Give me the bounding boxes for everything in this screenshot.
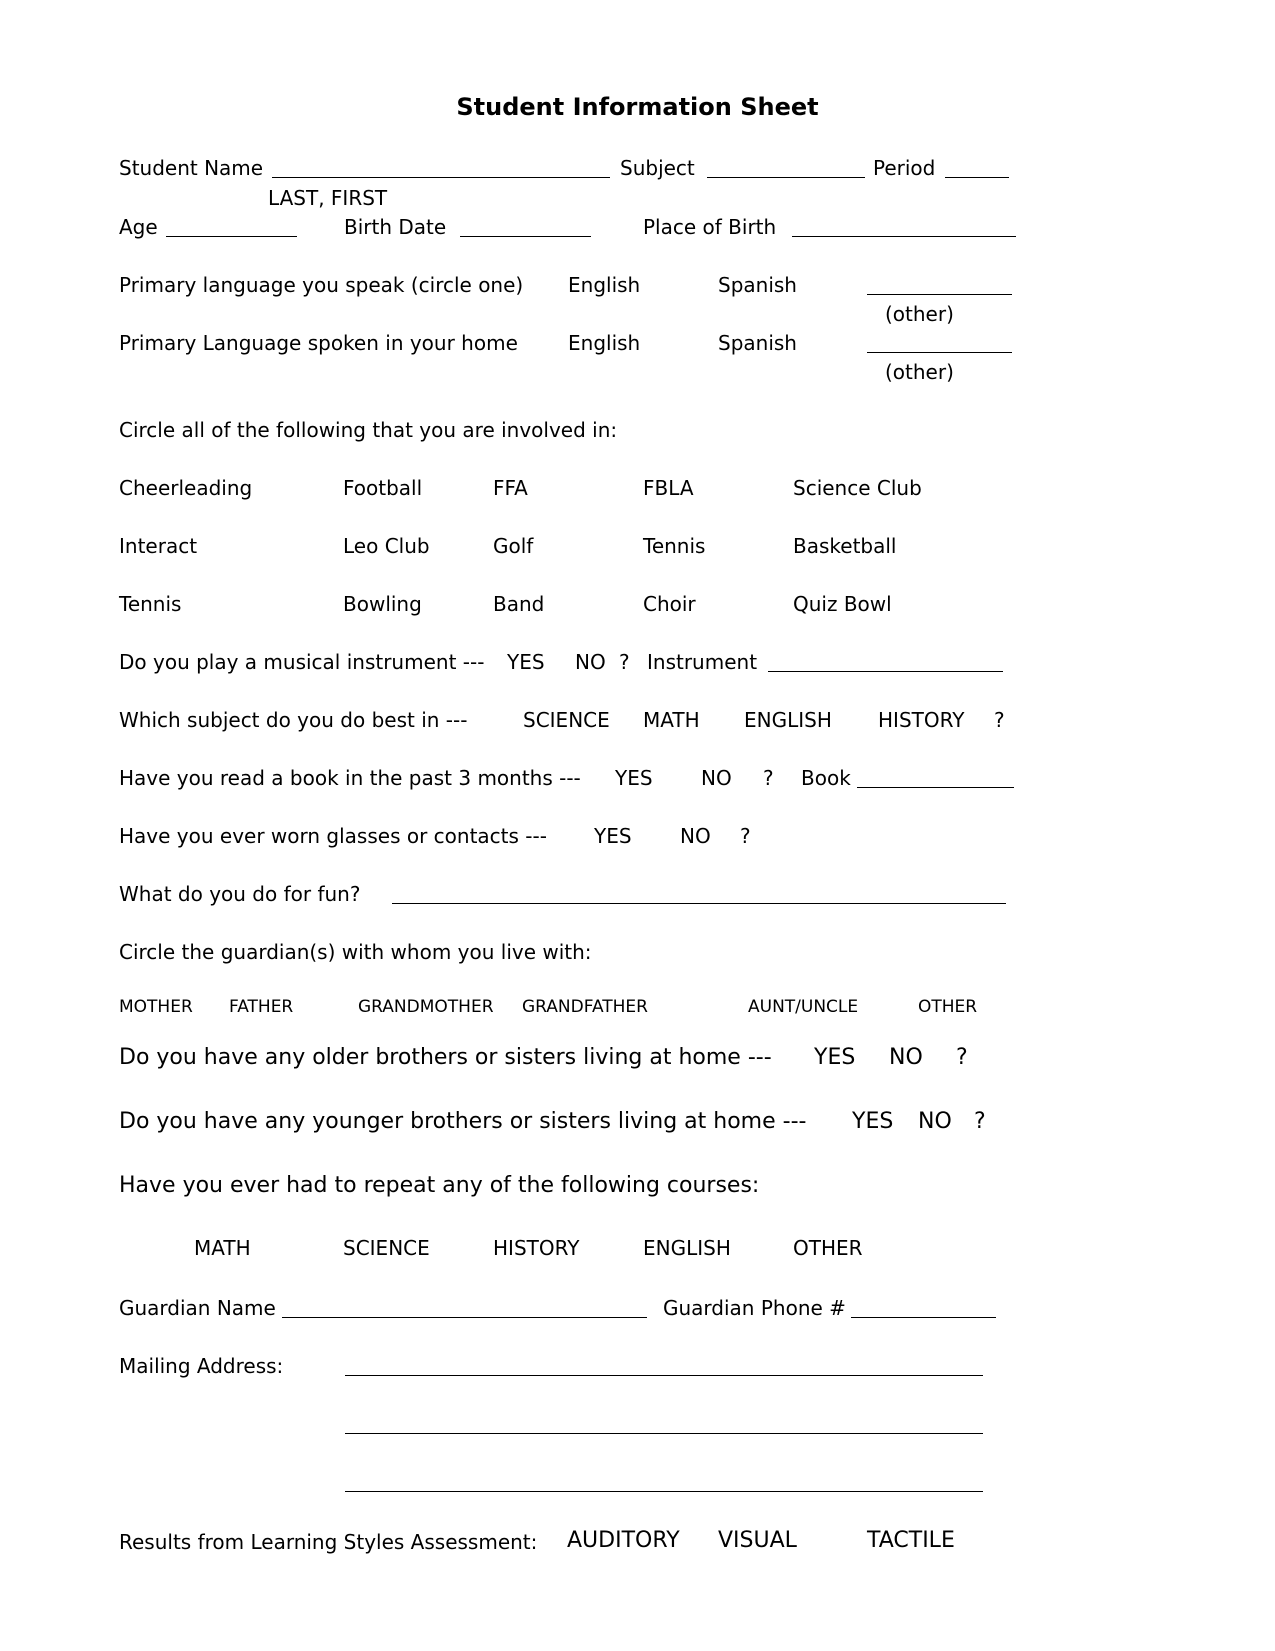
guardian-option[interactable]: FATHER bbox=[229, 997, 294, 1017]
subject-blank[interactable] bbox=[707, 177, 865, 178]
lang-home-english[interactable]: English bbox=[568, 331, 641, 355]
birth-date-blank[interactable] bbox=[460, 236, 591, 237]
guardian-name-blank[interactable] bbox=[282, 1317, 647, 1318]
older-siblings-yes[interactable]: YES bbox=[814, 1045, 856, 1070]
fun-question: What do you do for fun? bbox=[119, 882, 361, 906]
activity-option[interactable]: Band bbox=[493, 592, 545, 616]
lang-home-other-label: (other) bbox=[885, 360, 954, 384]
instrument-no[interactable]: NO bbox=[575, 650, 606, 674]
younger-siblings-no[interactable]: NO bbox=[918, 1109, 952, 1134]
learning-style-option[interactable]: AUDITORY bbox=[567, 1528, 680, 1553]
book-blank[interactable] bbox=[857, 787, 1014, 788]
book-question: Have you read a book in the past 3 months --- bbox=[119, 766, 581, 790]
student-name-label: Student Name bbox=[119, 156, 264, 180]
repeat-course-option[interactable]: MATH bbox=[194, 1236, 251, 1260]
repeat-courses-question: Have you ever had to repeat any of the following courses: bbox=[119, 1173, 760, 1198]
period-blank[interactable] bbox=[945, 177, 1009, 178]
older-siblings-no[interactable]: NO bbox=[889, 1045, 923, 1070]
mailing-address-line-1[interactable] bbox=[345, 1375, 983, 1376]
instrument-label: Instrument bbox=[647, 650, 758, 674]
subject-label: Subject bbox=[620, 156, 695, 180]
activity-option[interactable]: Tennis bbox=[643, 534, 706, 558]
activity-option[interactable]: Bowling bbox=[343, 592, 422, 616]
younger-siblings-question: Do you have any younger brothers or sisters living at home --- bbox=[119, 1109, 807, 1134]
guardian-phone-label: Guardian Phone # bbox=[663, 1296, 846, 1320]
guardians-prompt: Circle the guardian(s) with whom you live with: bbox=[119, 940, 592, 964]
best-subject-unsure[interactable]: ? bbox=[994, 708, 1005, 732]
repeat-course-option[interactable]: SCIENCE bbox=[343, 1236, 430, 1260]
book-label: Book bbox=[801, 766, 851, 790]
book-unsure[interactable]: ? bbox=[763, 766, 774, 790]
repeat-course-option[interactable]: ENGLISH bbox=[643, 1236, 731, 1260]
mailing-address-line-3[interactable] bbox=[345, 1491, 983, 1492]
activity-option[interactable]: Science Club bbox=[793, 476, 922, 500]
instrument-blank[interactable] bbox=[768, 671, 1003, 672]
book-yes[interactable]: YES bbox=[615, 766, 653, 790]
activity-option[interactable]: Golf bbox=[493, 534, 534, 558]
primary-language-home-label: Primary Language spoken in your home bbox=[119, 331, 518, 355]
learning-style-option[interactable]: TACTILE bbox=[867, 1528, 955, 1553]
older-siblings-unsure[interactable]: ? bbox=[956, 1045, 968, 1070]
fun-blank[interactable] bbox=[392, 903, 1006, 904]
age-blank[interactable] bbox=[166, 236, 297, 237]
primary-language-speak-label: Primary language you speak (circle one) bbox=[119, 273, 524, 297]
guardian-option[interactable]: GRANDMOTHER bbox=[358, 997, 494, 1017]
lang-home-other-blank[interactable] bbox=[867, 352, 1012, 353]
activity-option[interactable]: Tennis bbox=[119, 592, 182, 616]
guardian-option[interactable]: GRANDFATHER bbox=[522, 997, 648, 1017]
place-of-birth-label: Place of Birth bbox=[643, 215, 777, 239]
younger-siblings-unsure[interactable]: ? bbox=[974, 1109, 986, 1134]
activity-option[interactable]: Choir bbox=[643, 592, 696, 616]
best-subject-option[interactable]: SCIENCE bbox=[523, 708, 610, 732]
glasses-question: Have you ever worn glasses or contacts --- bbox=[119, 824, 547, 848]
lang-speak-english[interactable]: English bbox=[568, 273, 641, 297]
lang-speak-other-blank[interactable] bbox=[867, 294, 1012, 295]
activity-option[interactable]: Leo Club bbox=[343, 534, 430, 558]
activity-option[interactable]: FBLA bbox=[643, 476, 694, 500]
place-of-birth-blank[interactable] bbox=[792, 236, 1016, 237]
instrument-question: Do you play a musical instrument --- bbox=[119, 650, 485, 674]
lang-speak-spanish[interactable]: Spanish bbox=[718, 273, 797, 297]
page-title: Student Information Sheet bbox=[456, 93, 819, 121]
best-subject-option[interactable]: MATH bbox=[643, 708, 700, 732]
best-subject-option[interactable]: HISTORY bbox=[878, 708, 965, 732]
best-subject-question: Which subject do you do best in --- bbox=[119, 708, 468, 732]
repeat-course-option[interactable]: HISTORY bbox=[493, 1236, 580, 1260]
lang-speak-other-label: (other) bbox=[885, 302, 954, 326]
learning-style-option[interactable]: VISUAL bbox=[718, 1528, 797, 1553]
student-name-hint: LAST, FIRST bbox=[268, 186, 388, 210]
learning-styles-label: Results from Learning Styles Assessment: bbox=[119, 1530, 538, 1554]
birth-date-label: Birth Date bbox=[344, 215, 447, 239]
mailing-address-label: Mailing Address: bbox=[119, 1354, 284, 1378]
guardian-option[interactable]: OTHER bbox=[918, 997, 978, 1017]
student-name-blank[interactable] bbox=[272, 177, 610, 178]
activity-option[interactable]: Basketball bbox=[793, 534, 897, 558]
activity-option[interactable]: Football bbox=[343, 476, 423, 500]
glasses-no[interactable]: NO bbox=[680, 824, 711, 848]
period-label: Period bbox=[873, 156, 936, 180]
glasses-yes[interactable]: YES bbox=[594, 824, 632, 848]
age-label: Age bbox=[119, 215, 158, 239]
repeat-course-option[interactable]: OTHER bbox=[793, 1236, 863, 1260]
instrument-yes[interactable]: YES bbox=[507, 650, 545, 674]
guardian-option[interactable]: AUNT/UNCLE bbox=[748, 997, 859, 1017]
mailing-address-line-2[interactable] bbox=[345, 1433, 983, 1434]
instrument-unsure[interactable]: ? bbox=[619, 650, 630, 674]
activity-option[interactable]: FFA bbox=[493, 476, 528, 500]
best-subject-option[interactable]: ENGLISH bbox=[744, 708, 832, 732]
guardian-name-label: Guardian Name bbox=[119, 1296, 276, 1320]
guardian-option[interactable]: MOTHER bbox=[119, 997, 193, 1017]
older-siblings-question: Do you have any older brothers or sisters living at home --- bbox=[119, 1045, 772, 1070]
lang-home-spanish[interactable]: Spanish bbox=[718, 331, 797, 355]
book-no[interactable]: NO bbox=[701, 766, 732, 790]
activity-option[interactable]: Interact bbox=[119, 534, 198, 558]
activity-option[interactable]: Quiz Bowl bbox=[793, 592, 892, 616]
guardian-phone-blank[interactable] bbox=[851, 1317, 996, 1318]
activities-prompt: Circle all of the following that you are involved in: bbox=[119, 418, 618, 442]
activity-option[interactable]: Cheerleading bbox=[119, 476, 253, 500]
younger-siblings-yes[interactable]: YES bbox=[852, 1109, 894, 1134]
glasses-unsure[interactable]: ? bbox=[740, 824, 751, 848]
